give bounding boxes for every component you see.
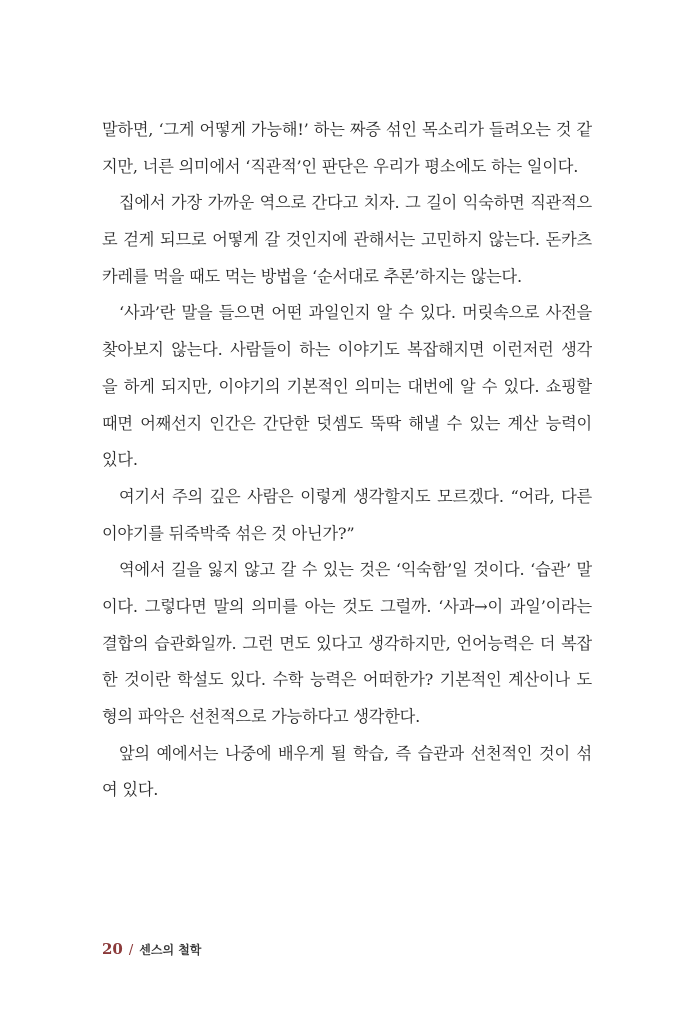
text-line: 을 하게 되지만, 이야기의 기본적인 의미는 대번에 알 수 있다. 쇼핑할 (102, 376, 592, 396)
paragraph-first-line: 앞의 예에서는 나중에 배우게 될 학습, 즉 습관과 선천적인 것이 섞 (119, 743, 592, 763)
text-line: 이야기를 뒤죽박죽 섞은 것 아닌가?” (102, 523, 355, 543)
text-line: 형의 파악은 선천적으로 가능하다고 생각한다. (102, 707, 421, 726)
page-body-text (102, 112, 592, 809)
book-title: 센스의 철학 (139, 943, 202, 957)
text-line: 말하면, ‘그게 어떻게 가능해!’ 하는 짜증 섞인 목소리가 들려오는 것 같 (102, 120, 592, 139)
text-line: 한 것이란 학설도 있다. 수학 능력은 어떠한가? 기본적인 계산이나 도 (102, 670, 592, 690)
page-number: 20 (102, 940, 123, 958)
text-line: 지만, 너른 의미에서 ‘직관적’인 판단은 우리가 평소에도 하는 일이다. (102, 156, 579, 176)
text-line: 결합의 습관화일까. 그런 면도 있다고 생각하지만, 언어능력은 더 복잡 (102, 633, 592, 653)
paragraph-first-line: 여기서 주의 깊은 사람은 이렇게 생각할지도 모르겠다. “어라, 다른 (119, 486, 592, 506)
text-line: 있다. (102, 450, 138, 470)
footer-separator: / (128, 943, 134, 958)
text-line: 때면 어째선지 인간은 간단한 덧셈도 뚝딱 해낼 수 있는 계산 능력이 (102, 413, 592, 433)
text-line: 여 있다. (102, 780, 159, 800)
text-line: 이다. 그렇다면 말의 의미를 아는 것도 그럴까. ‘사과→이 과일’이라는 (102, 596, 592, 616)
paragraph-first-line: 집에서 가장 가까운 역으로 간다고 치자. 그 길이 익숙하면 직관적으 (119, 193, 592, 213)
paragraph-first-line: ‘사과’란 말을 들으면 어떤 과일인지 알 수 있다. 머릿속으로 사전을 (119, 303, 592, 323)
text-line: 카레를 먹을 때도 먹는 방법을 ‘순서대로 추론’하지는 않는다. (102, 266, 522, 286)
text-line: 로 걷게 되므로 어떻게 갈 것인지에 관해서는 고민하지 않는다. 돈카츠 (102, 230, 592, 250)
text-line: 찾아보지 않는다. 사람들이 하는 이야기도 복잡해지면 이런저런 생각 (102, 340, 592, 360)
page-footer (102, 937, 201, 961)
paragraph-first-line: 역에서 길을 잃지 않고 갈 수 있는 것은 ‘익숙함’일 것이다. ‘습관’ 말 (119, 560, 592, 580)
